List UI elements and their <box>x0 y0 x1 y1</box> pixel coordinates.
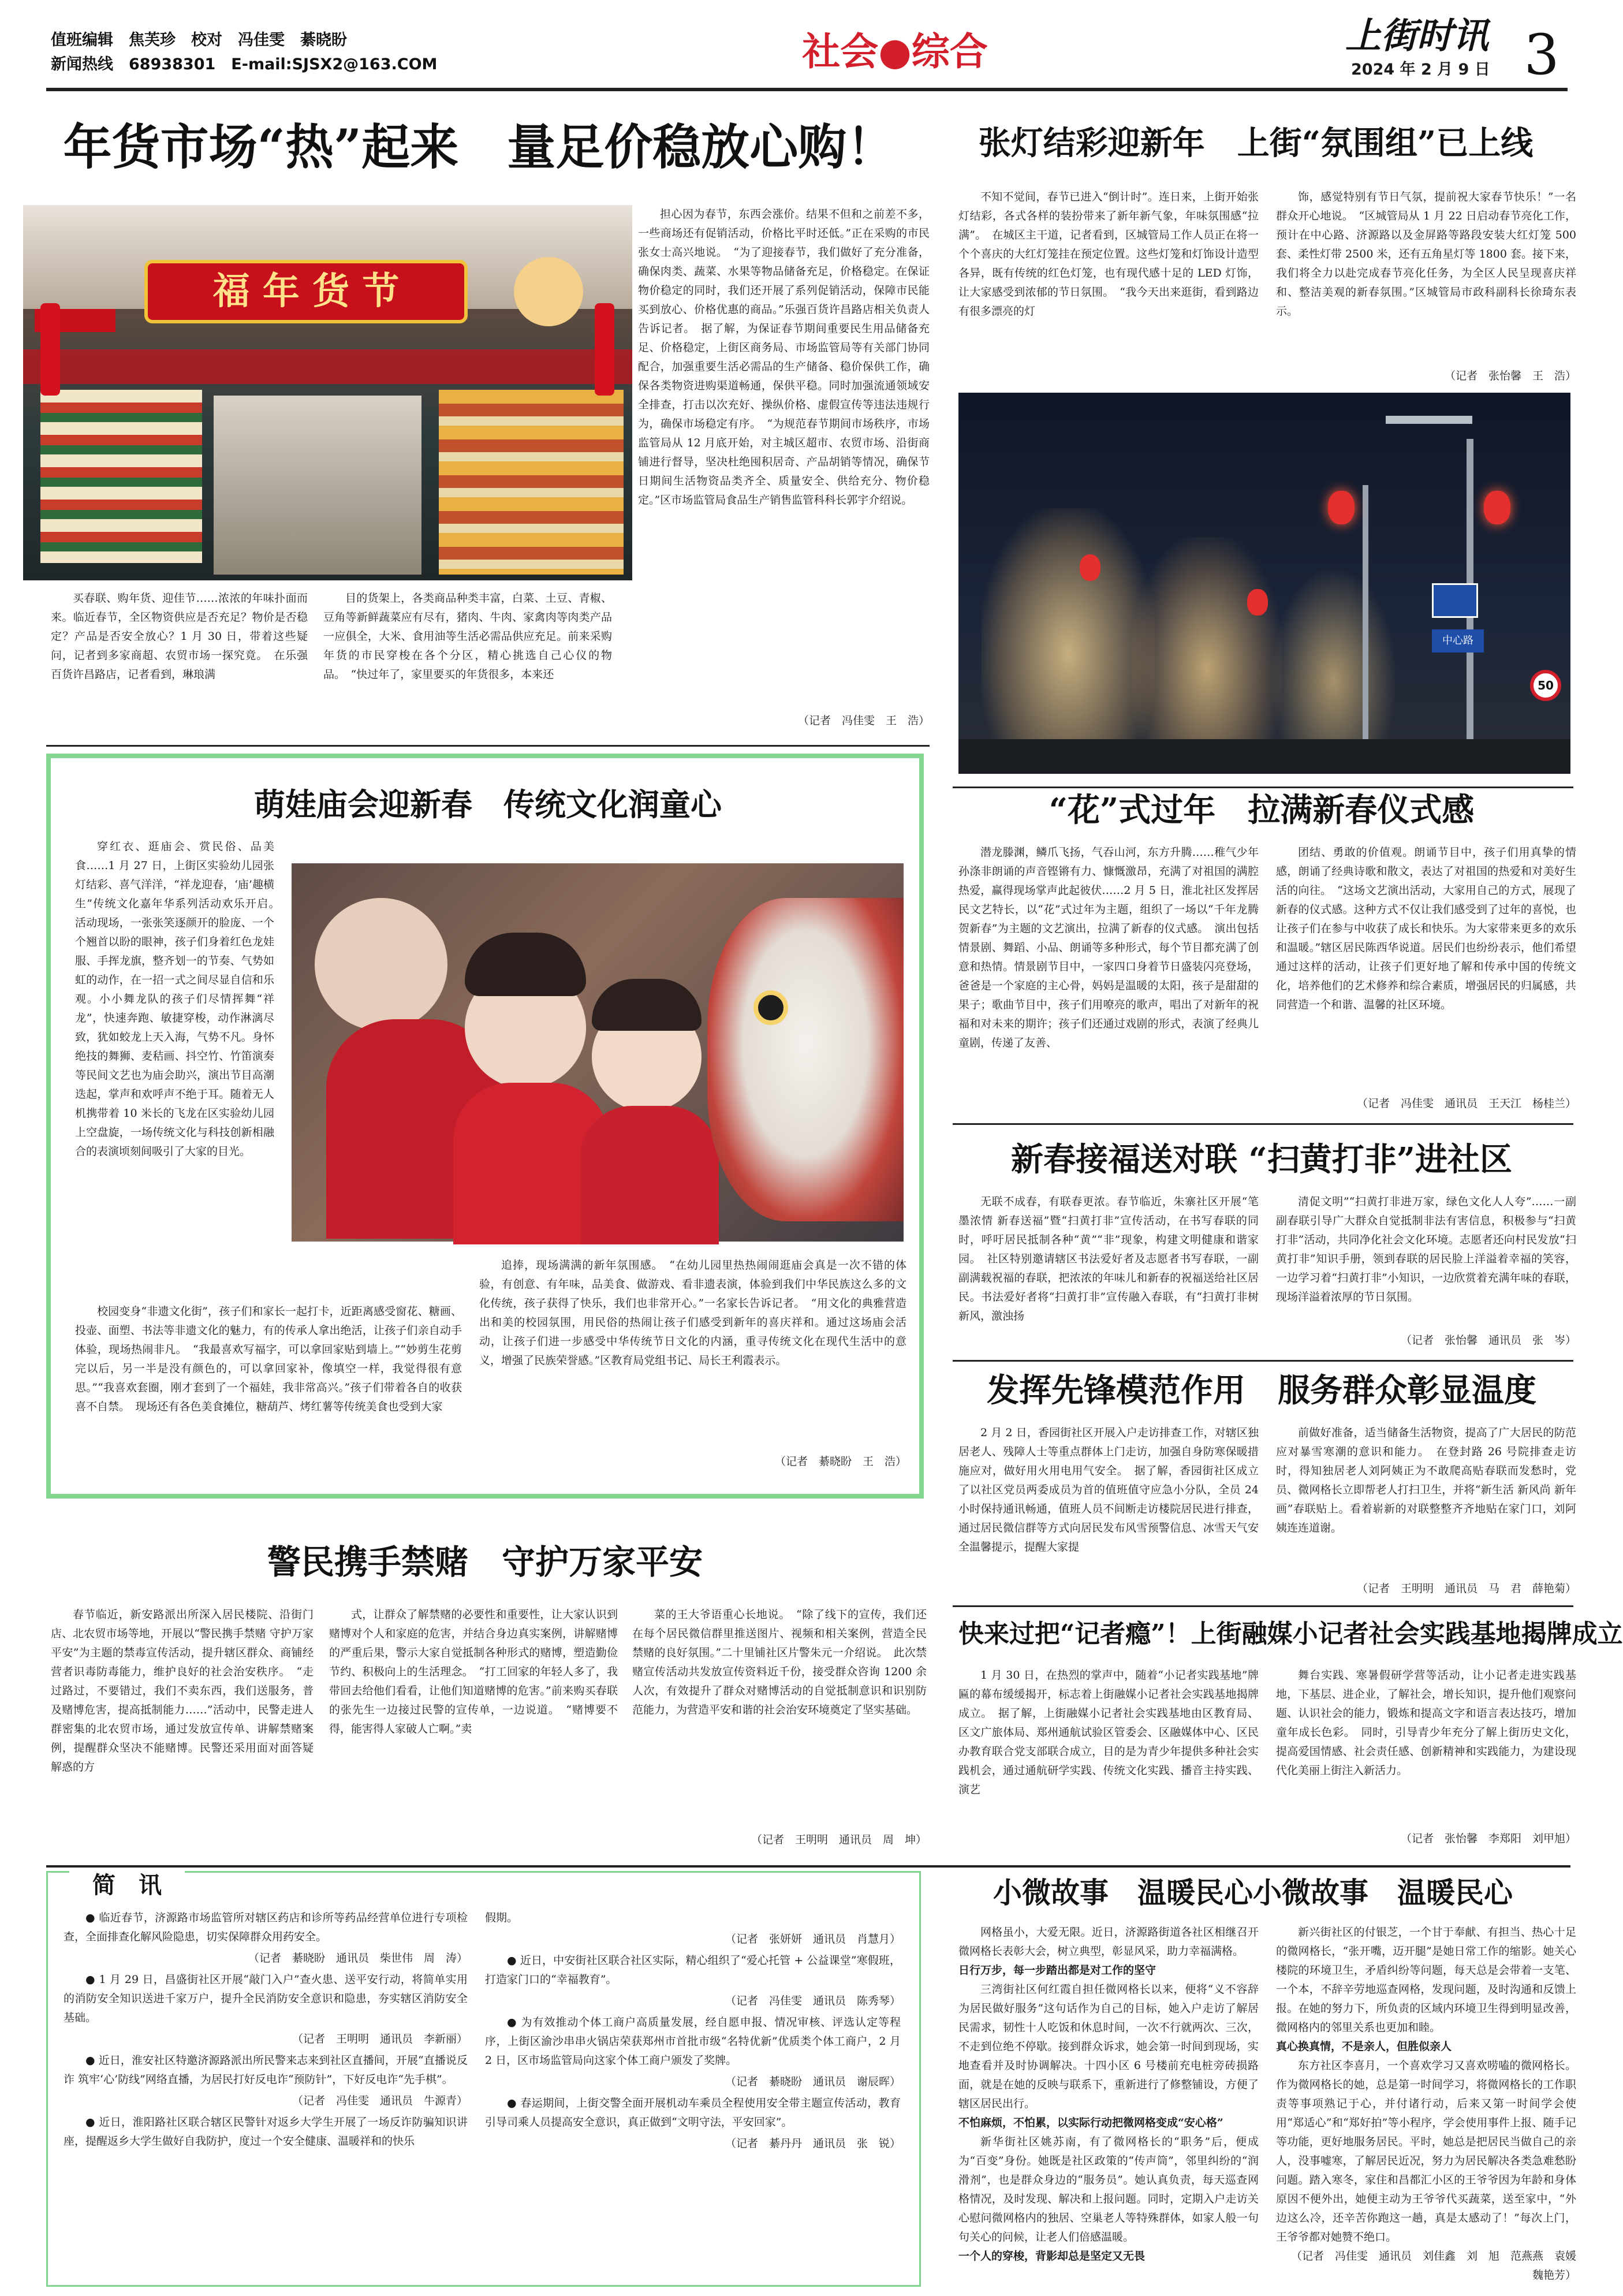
brief-item: ● 近日，淮安社区特邀济源路派出所民警来志来到社区直播间，开展“直播说反诈 筑牢‘心’防线”网络直播，为居民打好反电诈“预防针”，下好反电诈“先手棋”。 <box>64 2051 468 2089</box>
article1-column-2: 目的货架上，各类商品种类丰富，白菜、土豆、青椒、豆角等新鲜蔬菜应有尽有，猪肉、牛肉、家禽肉等肉类产品一应俱全，大米、食用油等生活必需品供应充足。前来采购年货的市民穿梭在各个分区，精心挑选自己心仪的物品。 “快过年了，家里要买的年货很多，本来还 <box>323 592 612 681</box>
article3-photo <box>292 863 904 1242</box>
article2-title: 张灯结彩迎新年 上街“氛围组”已上线 <box>978 124 1534 162</box>
article6-column-2: 前做好准备，适当储备生活物资，提高了广大居民的防范应对暴雪寒潮的意识和能力。 在登封路 26 号院排查走访时，得知独居老人刘阿姨正为不敢爬高贴春联而发愁时，党员、微网格长立即帮老人打扫卫生，并将“新生活 新风尚 新年画”春联贴上。看着崭新的对联整整齐齐地贴在家门口，刘阿姨连连道谢。 <box>1276 1426 1576 1534</box>
article4-title: “花”式过年 拉满新春仪式感 <box>1049 791 1475 829</box>
brief-item: ● 为有效推动个体工商户高质量发展，经自愿申报、情况审核、评选认定等程序，上街区渝沙串串火锅店荣获郑州市首批市级“名特优新”优质类个体工商户，2 月 2 日，区市场监管局向这家个体工商户颁发了奖牌。 <box>485 2013 901 2070</box>
article6-title: 发挥先锋模范作用 服务群众彰显温度 <box>987 1371 1536 1410</box>
story-para: 三湾街社区何红霞自担任微网格长以来，便将“义不容辞为居民做好服务”这句话作为自己的目标，她入户走访了解居民需求，韧性十人吃饭和休息时间，一次不行就两次、三次，不走到位绝不停歇。接到群众诉求，她会第一时间到现场，实地查看并及时协调解决。十四小区 6 号楼前充电桩旁砖损路面，就是在她的反映与联系下，重新进行了修整铺设，方便了辖区居民出行。 <box>958 1983 1259 2110</box>
divider-bottom <box>46 1865 1570 1868</box>
brief-byline: （记者 綦丹丹 通讯员 张 锐） <box>725 2137 901 2150</box>
divider-article6 <box>953 1605 1573 1607</box>
article8-column-1: 1 月 30 日，在热烈的掌声中，随着“小记者实践基地”牌匾的幕布缓缓揭开，标志着上街融媒小记者社会实践基地揭牌成立。 据了解，上街融媒小记者社会实践基地由区教育局、区文广旅体局、郑州通航试验区管委会、区融媒体中心、区民办教育联合党支部联合成立，目的是为青少年提供多种社会实践机会，通过通航研学实践、传统文化实践、播音主持实践、演艺 <box>958 1669 1259 1796</box>
article2-byline: （记者 张怡馨 王 浩） <box>1444 370 1576 382</box>
editors-line: 值班编辑 焦芙珍 校对 冯佳雯 綦晓盼 <box>51 31 347 49</box>
article2-column-2: 饰，感觉特别有节日气氛，提前祝大家春节快乐！”一名群众开心地说。 “区城管局从 1 月 22 日启动春节亮化工作，预计在中心路、济源路以及金屏路等路段安装大红灯笼 500 套、柔性灯带 2500 米，还有五角星灯等 1800 套。接下来，我们将全力以赴完成春节亮化任务，为全区人民呈现喜庆祥和、整洁美观的新春氛围。”区城管局市政科副科长徐琦东表示。 <box>1276 191 1576 318</box>
divider-article5 <box>953 1360 1573 1362</box>
article3-byline: （记者 綦晓盼 王 浩） <box>774 1455 906 1468</box>
article8-column-2: 舞台实践、寒暑假研学营等活动，让小记者走进实践基地，下基层、进企业，了解社会，增长知识，提升他们观察问题、认识社会的能力，锻炼和提高文字和语言表达技巧，增加童年成长色彩。 同时，引导青少年充分了解上街历史文化，提高爱国情感、社会责任感、创新精神和实践能力，为建设现代化美丽上街注入新活力。 <box>1276 1669 1576 1777</box>
article5-byline: （记者 张怡馨 通讯员 张 岑） <box>1400 1334 1576 1347</box>
brief-item: ● 临近春节，济源路市场监管所对辖区药店和诊所等药品经营单位进行专项检查，全面排查化解风险隐患，切实保障群众用药安全。 <box>64 1909 468 1947</box>
article9-column-2 <box>1276 1923 1588 2293</box>
issue-date: 2024 年 2 月 9 日 <box>1351 61 1490 79</box>
story-subhead: 不怕麻烦，不怕累，以实际行动把微网格变成“安心格” <box>958 2116 1223 2129</box>
article7-byline: （记者 王明明 通讯员 周 坤） <box>751 1833 927 1846</box>
article3-column-1: 穿红衣、逛庙会、赏民俗、品美食……1 月 27 日，上街区实验幼儿园张灯结彩、喜气洋洋，“祥龙迎春，‘庙’趣横生”传统文化嘉年华系列活动欢乐开启。 活动现场，一张张笑逐颜开的脸庞、一个个翘首以盼的眼神，孩子们身着红色龙娃服、手挥龙旗，整齐划一的节奏、气势如虹的动作，在一招一式之间尽显自信和乐观。小小舞龙队的孩子们尽情挥舞“祥龙”，快速奔跑、敏捷穿梭，动作淋漓尽致，犹如蛟龙上天入海，气势不凡。身怀绝技的舞狮、麦秸画、抖空竹、竹笛演奏等民间文艺也为庙会助兴，演出节目高潮迭起，掌声和欢呼声不绝于耳。随着无人机携带着 10 米长的飞龙在区实验幼儿园上空盘旋，一场传统文化与科技创新相融合的表演顷刻间吸引了大家的目光。 <box>75 840 286 1158</box>
article9-title: 小微故事 温暖民心小微故事 温暖民心 <box>993 1876 1513 1910</box>
story-para: 网格虽小，大爱无限。近日，济源路街道各社区相继召开微网格长表彰大会，树立典型，彰显风采，助力幸福满格。 <box>958 1926 1259 1958</box>
divider-article4 <box>953 1123 1573 1125</box>
article8-title: 快来过把“记者瘾”！上街融媒小记者社会实践基地揭牌成立 <box>958 1619 1623 1649</box>
article5-title: 新春接福送对联 “扫黄打非”进社区 <box>1011 1140 1512 1179</box>
article1-column-1: 买春联、购年货、迎佳节……浓浓的年味扑面而来。临近春节，全区物资供应是否充足？物价是否稳定？产品是否安全放心？1 月 30 日，带着这些疑问，记者到多家商超、农贸市场一探究竟。 在乐强百货许昌路店，记者看到，琳琅满 <box>51 592 308 681</box>
brief-byline: （记者 冯佳雯 通讯员 牛源青） <box>292 2094 468 2107</box>
brief-byline: （记者 綦晓盼 通讯员 谢辰晖） <box>725 2075 901 2088</box>
article9-byline: （记者 冯佳雯 通讯员 刘佳鑫 刘 旭 范燕燕 袁媛 魏艳芳） <box>1290 2250 1588 2282</box>
article7-column-1: 春节临近，新安路派出所深入居民楼院、沿街门店、北农贸市场等地，开展以“警民携手禁赌 守护万家平安”为主题的禁毒宣传活动，提升辖区群众、商铺经营者识毒防毒能力，维护良好的社会治安秩序。 “走过路过，不要错过，我们不卖东西，我们送服务，普及赌博危害，提高抵制能力……”活动中，民警走进人群密集的北农贸市场，通过发放宣传单、讲解禁赌案例，提醒群众坚决不能赌博。民警还采用面对面答疑解惑的方 <box>51 1608 314 1773</box>
story-subhead: 一个人的穿梭，背影却总是坚定又无畏 <box>958 2250 1146 2263</box>
story-para: 新兴街社区的付银芝，一个甘于奉献、有担当、热心十足的微网格长，“张开嘴，迈开腿”是她日常工作的缩影。她关心楼院的环境卫生，矛盾纠纷等问题，每天总是会带着一支笔、一个本，不辞辛劳地巡查网格，发现问题，及时沟通和反馈上报。在她的努力下，所负责的区域内环境卫生得到明显改善，微网格内的邻里关系也更加和睦。 <box>1276 1926 1576 2034</box>
article9-column-1 <box>958 1923 1259 2293</box>
hotline-line: 新闻热线 68938301 E-mail:SJSX2@163.COM <box>51 55 438 73</box>
story-para: 新华街社区姚苏南，有了微网格长的“职务”后，便成为“百变”身份。她既是社区政策的“传声筒”，邻里纠纷的“润滑剂”，也是群众身边的“服务员”。她认真负责，每天巡查网格情况，及时发现、解决和上报问题。同时，定期入户走访关心慰问微网格内的独居、空巢老人等特殊群体，如家人般一句句关心的问候，让老人们倍感温暖。 <box>958 2135 1259 2243</box>
article1-photo <box>23 205 632 580</box>
article5-column-1: 无联不成春，有联春更浓。春节临近，朱寨社区开展“笔墨浓情 新春送福”暨“扫黄打非”宣传活动，在书写春联的同时，呼吁居民抵制各种“黄”“非”现象，构建文明健康和谐家园。 社区特别邀请辖区书法爱好者及志愿者书写春联，一副副满载祝福的春联，把浓浓的年味儿和新春的祝福送给社区居民。书法爱好者将“扫黄打非”宣传融入春联，有“扫黄打非树新风，激浊扬 <box>958 1195 1259 1322</box>
briefs-column-1 <box>64 1909 468 2278</box>
story-para: 东方社区李喜月，一个喜欢学习又喜欢唠嗑的微网格长。作为微网格长的她，总是第一时间学习，将微网格长的工作职责等事项熟记于心，并付诸行动，后来又第一时间学会使用“郑适心”和“郑好拍”等小程序，学会使用事件上报、随手记等功能，更好地服务居民。平时，她总是把居民当做自己的亲人，没事嘘寒，了解居民近况，努力为居民解决各类急难愁盼问题。踏入寒冬，家住和昌都汇小区的王爷爷因为年龄和身体原因不便外出，她便主动为王爷爷代买蔬菜，送至家中，“外边这么冷，还辛苦你跑这一趟，真是太感动了！”每次上门，王爷爷都对她赞不绝口。 <box>1276 2059 1576 2243</box>
article3-column-3: 追捧，现场满满的新年氛围感。 “在幼儿园里热热闹闹逛庙会真是一次不错的体验，有创意、有年味，品美食、做游戏、看非遗表演，体验到我们中华民族这么多的文化传统，孩子获得了快乐，我们也非常开心。”一名家长告诉记者。 “用文化的典雅营造出和美的校园氛围，用民俗的热闹让孩子们感受到新年的喜庆祥和。通过这场庙会活动，让孩子们进一步感受中华传统节日文化的内涵，重寻传统文化在现代生活中的意义，增强了民族荣誉感。”区教育局党组书记、局长王利霞表示。 <box>479 1259 906 1367</box>
brief-item: ● 近日，淮阳路社区联合辖区民警针对返乡大学生开展了一场反诈防骗知识讲座，提醒返乡大学生做好自我防护，度过一个安全健康、温暖祥和的快乐 <box>64 2113 468 2151</box>
speed-limit-sign: 50 <box>1530 670 1561 701</box>
article7-title: 警民携手禁赌 守护万家平安 <box>267 1542 703 1582</box>
masthead-logo: 上街时讯 <box>1345 14 1489 57</box>
article8-byline: （记者 张怡馨 李郑阳 刘甲旭） <box>1400 1832 1576 1845</box>
divider-left-top <box>46 745 930 747</box>
section-title: 社会●综合 <box>802 29 988 74</box>
brief-byline: （记者 綦晓盼 通讯员 柴世伟 周 涛） <box>248 1952 468 1965</box>
brief-byline: （记者 张妍妍 通讯员 肖慧月） <box>725 1933 901 1945</box>
street-sign: 中心路 <box>1432 629 1484 653</box>
article5-column-2: 清促文明”“扫黄打非进万家，绿色文化人人夸”……一副副春联引导广大群众自觉抵制非法有害信息，积极参与“扫黄打非”活动，共同净化社会文化环境。志愿者还向村民发放“扫黄打非”知识手册，领到春联的居民脸上洋溢着幸福的笑容，一边学习着“扫黄打非”小知识，一边欣赏着充满年味的春联，现场洋溢着浓厚的节日氛围。 <box>1276 1195 1576 1303</box>
brief-byline: （记者 冯佳雯 通讯员 陈秀琴） <box>725 1995 901 2007</box>
brief-item: ● 春运期间，上街交警全面开展机动车乘员全程使用安全带主题宣传活动，教育引导司乘人员提高安全意识，真正做到“文明守法，平安回家”。 <box>485 2094 901 2132</box>
brief-byline: （记者 王明明 通讯员 李新丽） <box>292 2033 468 2045</box>
article4-byline: （记者 冯佳雯 通讯员 王天江 杨桂兰） <box>1356 1097 1576 1110</box>
article2-column-1: 不知不觉间，春节已进入“倒计时”。连日来，上街开始张灯结彩，各式各样的装扮带来了新年新气象，年味氛围感“拉满”。 在城区主干道，记者看到，区城管局工作人员正在将一个个喜庆的大红灯笼挂在预定位置。这些灯笼和灯饰设计造型各异，既有传统的红色灯笼，也有现代感十足的 LED 灯饰，让大家感受到浓郁的节日氛围。 “我今天出来逛街，看到路边有很多漂亮的灯 <box>958 191 1259 318</box>
page-number: 3 <box>1524 23 1559 87</box>
article1-byline: （记者 冯佳雯 王 浩） <box>797 714 930 727</box>
article7-column-2: 式，让群众了解禁赌的必要性和重要性，让大家认识到赌博对个人和家庭的危害，并结合身边真实案例，讲解赌博的严重后果，警示大家自觉抵制各种形式的赌博，塑造勤俭节约、积极向上的生活理念。 “打工回家的年轻人多了，我带回去给他们看看，让他们知道赌博的危害。”前来购买春联的张先生一边接过民警的宣传单，一边说道。 “赌博要不得，能害得人家破人亡啊。”卖 <box>329 1608 618 1735</box>
header-rule <box>46 88 1568 91</box>
article6-column-1: 2 月 2 日，香园街社区开展入户走访排查工作，对辖区独居老人、残障人士等重点群体上门走访，加强自身防寒保暖措施应对，做好用火用电用气安全。 据了解，香园街社区成立了以社区党员两委成员为首的值班值守应急小分队，全员 24 小时保持通讯畅通，值班人员不间断走访楼院居民进行排查，通过居民微信群等方式向居民发布风雪预警信息、冰雪天气安全温馨提示，提醒大家提 <box>958 1426 1259 1553</box>
article7-column-3: 菜的王大爷语重心长地说。 “除了线下的宣传，我们还在每个居民微信群里推送图片、视频和相关案例，营造全民禁赌的良好氛围。”二十里铺社区片警朱元一介绍说。 此次禁赌宣传活动共发放宣传资料近千份，接受群众咨询 1200 余人次，有效提升了群众对赌博活动的自觉抵制意识和识别防范能力，为营造平安和谐的社会治安环境奠定了坚实基础。 <box>632 1608 927 1716</box>
shop-banner-sign: 福 年 货 节 <box>212 270 400 313</box>
article3-column-2: 校园变身“非遗文化街”，孩子们和家长一起打卡，近距离感受窗花、糖画、投壶、面塑、书法等非遗文化的魅力，有的传承人拿出绝活，让孩子们亲自动手体验，现场热闹非凡。 “我最喜欢写福字，可以拿回家贴到墙上。”“妙剪生花剪完以后，另一半是没有颜色的，可以拿回家补，像填空一样，我觉得很有意思。”“我喜欢套圈，刚才套到了一个福娃，我非常高兴。”孩子们带着各自的收获喜不自禁。 现场还有各色美食摊位，糖葫芦、烤红薯等传统美食也受到大家 <box>75 1305 462 1413</box>
article6-byline: （记者 王明明 通讯员 马 君 薛艳菊） <box>1356 1582 1576 1595</box>
brief-item: 假期。 <box>485 1911 518 1924</box>
article2-photo <box>958 393 1570 774</box>
article4-column-2: 团结、勇敢的价值观。朗诵节目中，孩子们用真挚的情感，朗诵了经典诗歌和散文，表达了对祖国的热爱和对美好生活的向往。 “这场文艺演出活动，大家用自己的方式，展现了新春的仪式感。这种方式不仅让我们感受到了过年的喜悦，也让孩子们在参与中收获了成长和快乐。为大家带来更多的欢乐和温暖。”辖区居民陈西华说道。居民们也纷纷表示，他们希望通过这样的活动，让孩子们更好地了解和传承中国的传统文化，培养他们的艺术修养和综合素质，增强居民的归属感，共同营造一个和谐、温馨的社区环境。 <box>1276 846 1576 1011</box>
brief-item: ● 近日，中安街社区联合社区实际，精心组织了“爱心托管 + 公益课堂”寒假班，打造家门口的“幸福教育”。 <box>485 1951 901 1989</box>
brief-item: ● 1 月 29 日，昌盛街社区开展“敲门入户”查火患、送平安行动，将简单实用的消防安全知识送进千家万户，提升全民消防安全意识和隐患，夯实辖区消防安全基础。 <box>64 1970 468 2027</box>
briefs-title: 简 讯 <box>69 1868 185 1903</box>
briefs-column-2 <box>485 1909 901 2278</box>
article3-title: 萌娃庙会迎新春 传统文化润童心 <box>254 786 722 823</box>
story-subhead: 日行万步，每一步踏出都是对工作的坚守 <box>958 1964 1156 1977</box>
story-subhead: 真心换真情，不是亲人，但胜似亲人 <box>1276 2040 1452 2053</box>
article1-column-3: 担心因为春节，东西会涨价。结果不但和之前差不多，一些商场还有促销活动，价格比平时还低。”正在采购的市民张女士高兴地说。 “为了迎接春节，我们做好了充分准备，确保肉类、蔬菜、水果等物品储备充足，价格稳定。在保证物价稳定的同时，我们还开展了系列促销活动，保障市民能买到放心、价格优惠的商品。”乐强百货许昌路店相关负责人告诉记者。 据了解，为保证春节期间重要民生用品储备充足、价格稳定，上街区商务局、市场监管局等有关部门协同配合，加强重要生活必需品的生产储备、稳价保供工作，确保各类物资进购渠道畅通，保供平稳。同时加强流通领域安全排查，打击以次充好、操纵价格、虚假宣传等违法违规行为，确保市场稳定有序。 “为规范春节期间市场秩序，市场监管局从 12 月底开始，对主城区超市、农贸市场、沿街商铺进行督导，坚决杜绝囤积居奇、产品胡销等情况，确保节日期间生活物资品类齐全、质量安全、供给充分、物价稳定。”区市场监管局食品生产销售监管科科长郭宇介绍说。 <box>638 208 930 506</box>
article1-title: 年货市场“热”起来 量足价稳放心购！ <box>63 118 896 176</box>
article4-column-1: 潜龙滕渊，鳞爪飞扬，气吞山河，东方升腾……稚气少年孙涤非朗诵的声音铿锵有力、慷慨激昂，充满了对祖国的满腔热爱，赢得现场掌声此起彼伏……2 月 5 日，淮北社区发挥居民文艺特长，以“花”式过年为主题，组织了一场以“千年龙腾贺新春”为主题的文艺演出，拉满了新春的仪式感。 演出包括情景剧、舞蹈、小品、朗诵等多种形式，每个节目都充满了创意和热情。情景剧节目中，一家四口身着节日盛装闪亮登场，爸爸是一个家庭的主心骨，妈妈是温暖的太阳，孩子是甜甜的果子；歌曲节目中，孩子们用嘹亮的歌声，唱出了对新年的祝福和对未来的期许；孩子们还通过戏剧的形式，表演了经典儿童剧，传递了友善、 <box>958 846 1259 1049</box>
